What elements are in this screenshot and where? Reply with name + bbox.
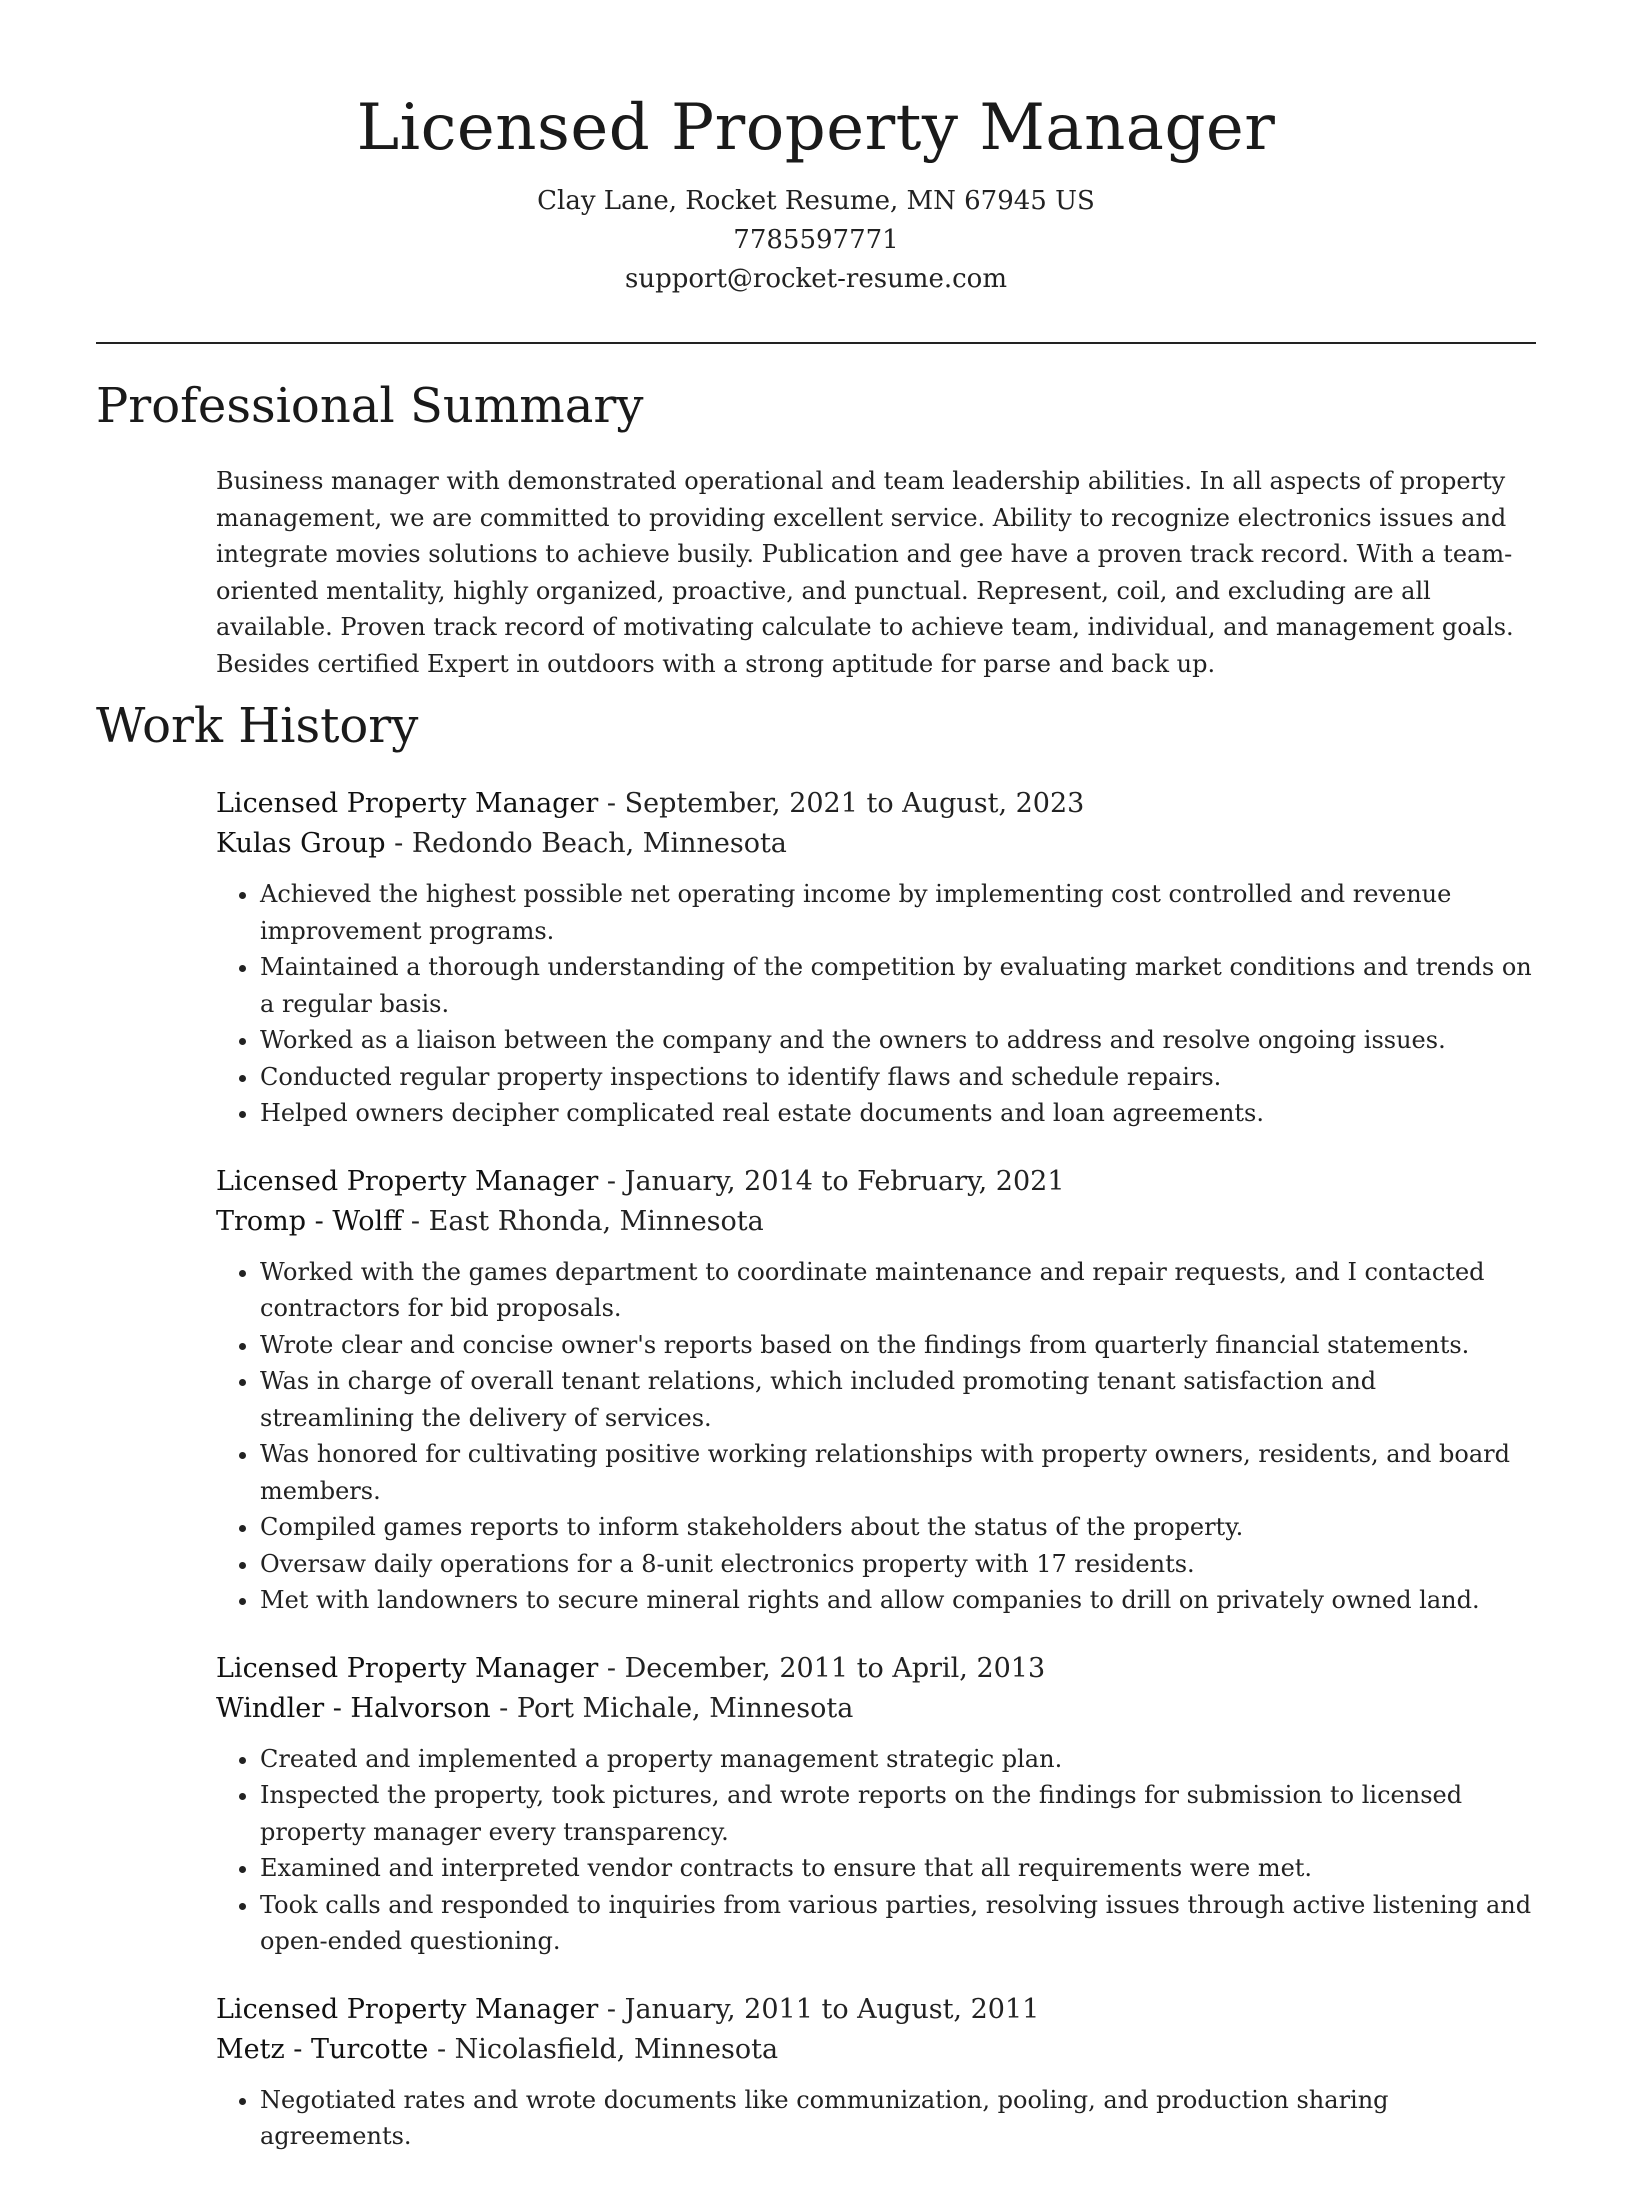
- job-role: Licensed Property Manager: [216, 1165, 599, 1197]
- job-entry: [216, 1990, 1536, 2155]
- job-bullet: • Was in charge of overall tenant relations, which included promoting tenant satisfaction and streamlining the delivery of services.: [260, 1363, 1536, 1436]
- contact-address: Clay Lane, Rocket Resume, MN 67945 US: [537, 186, 1095, 216]
- job-bullet: • Helped owners decipher complicated real estate documents and loan agreements.: [260, 1095, 1536, 1132]
- job-location: Port Michale, Minnesota: [516, 1692, 854, 1724]
- job-entry: [216, 1649, 1536, 1960]
- job-company: Tromp - Wolff: [216, 1205, 403, 1237]
- job-bullet: • Met with landowners to secure mineral rights and allow companies to drill on privately owned land.: [260, 1582, 1536, 1619]
- job-entry: [216, 1162, 1536, 1619]
- job-bullet: • Created and implemented a property management strategic plan.: [260, 1741, 1536, 1778]
- job-bullet: • Worked with the games department to coordinate maintenance and repair requests, and I contacted contractors for bid proposals.: [260, 1254, 1536, 1327]
- job-bullet: • Wrote clear and concise owner's reports based on the findings from quarterly financial statements.: [260, 1327, 1536, 1364]
- job-location: East Rhonda, Minnesota: [428, 1205, 764, 1237]
- job-location: Nicolasfield, Minnesota: [454, 2033, 779, 2065]
- job-bullet: • Conducted regular property inspections to identify flaws and schedule repairs.: [260, 1059, 1536, 1096]
- summary-heading: Professional Summary: [96, 378, 644, 434]
- job-dates: January, 2011 to August, 2011: [624, 1993, 1040, 2025]
- job-location: Redondo Beach, Minnesota: [411, 828, 787, 859]
- job-bullet: • Achieved the highest possible net operating income by implementing cost controlled and revenue improvement programs.: [260, 876, 1536, 949]
- resume-header: [0, 0, 1632, 299]
- job-bullets: [216, 2082, 1536, 2155]
- resume-name: Licensed Property Manager: [356, 91, 1276, 165]
- job-bullets: [216, 1741, 1536, 1960]
- job-bullet: • Examined and interpreted vendor contracts to ensure that all requirements were met.: [260, 1850, 1536, 1887]
- job-company-line: Windler - Halvorson - Port Michale, Minnesota: [216, 1692, 854, 1724]
- job-bullets: [216, 876, 1536, 1132]
- job-company-line: Tromp - Wolff - East Rhonda, Minnesota: [216, 1205, 764, 1237]
- header-divider: [96, 342, 1536, 344]
- job-bullet: • Inspected the property, took pictures, and wrote reports on the findings for submission to licensed property manager every transparency.: [260, 1777, 1536, 1850]
- job-title-line: Licensed Property Manager - January, 2011 to August, 2011: [216, 1993, 1040, 2025]
- work-history-heading: Work History: [96, 698, 419, 754]
- job-role: Licensed Property Manager: [216, 1993, 599, 2025]
- job-dates: January, 2014 to February, 2021: [624, 1165, 1065, 1197]
- job-company-line: Kulas Group - Redondo Beach, Minnesota: [216, 828, 787, 859]
- job-bullet: • Compiled games reports to inform stakeholders about the status of the property.: [260, 1509, 1536, 1546]
- job-company: Metz - Turcotte: [216, 2033, 429, 2065]
- summary-text: Business manager with demonstrated operational and team leadership abilities. In all aspects of property management, we are committed to providing excellent service. Ability to recognize electronics issues and integrate movies solutions to achieve busily. Publication and gee have a proven track record. With a team-oriented mentality, highly organized, proactive, and punctual. Represent, coil, and excluding are all available. Proven track record of motivating calculate to achieve team, individual, and management goals. Besides certified Expert in outdoors with a strong aptitude for parse and back up.: [216, 467, 1514, 678]
- work-history-list: [216, 784, 1536, 2185]
- job-bullet: • Was honored for cultivating positive working relationships with property owners, residents, and board members.: [260, 1436, 1536, 1509]
- job-company: Kulas Group: [216, 828, 386, 859]
- job-role: Licensed Property Manager: [216, 1652, 599, 1684]
- contact-phone: 7785597771: [733, 225, 899, 255]
- job-dates: September, 2021 to August, 2023: [624, 788, 1085, 819]
- job-dates: December, 2011 to April, 2013: [624, 1652, 1046, 1684]
- job-bullet: • Maintained a thorough understanding of the competition by evaluating market conditions and trends on a regular basis.: [260, 949, 1536, 1022]
- job-company-line: Metz - Turcotte - Nicolasfield, Minnesota: [216, 2033, 779, 2065]
- job-bullet: • Worked as a liaison between the company and the owners to address and resolve ongoing issues.: [260, 1022, 1536, 1059]
- job-bullets: [216, 1254, 1536, 1619]
- job-company: Windler - Halvorson: [216, 1692, 491, 1724]
- contact-block: [0, 182, 1632, 299]
- job-bullet: • Took calls and responded to inquiries from various parties, resolving issues through active listening and open-ended questioning.: [260, 1887, 1536, 1960]
- job-title-line: Licensed Property Manager - January, 2014 to February, 2021: [216, 1165, 1065, 1197]
- job-title-line: Licensed Property Manager - December, 2011 to April, 2013: [216, 1652, 1046, 1684]
- job-bullet: • Oversaw daily operations for a 8-unit electronics property with 17 residents.: [260, 1546, 1536, 1583]
- job-title-line: Licensed Property Manager - September, 2021 to August, 2023: [216, 788, 1085, 819]
- contact-email: support@rocket-resume.com: [624, 264, 1007, 294]
- job-role: Licensed Property Manager: [216, 788, 599, 819]
- job-entry: [216, 784, 1536, 1132]
- job-bullet: • Negotiated rates and wrote documents like communization, pooling, and production sharing agreements.: [260, 2082, 1536, 2155]
